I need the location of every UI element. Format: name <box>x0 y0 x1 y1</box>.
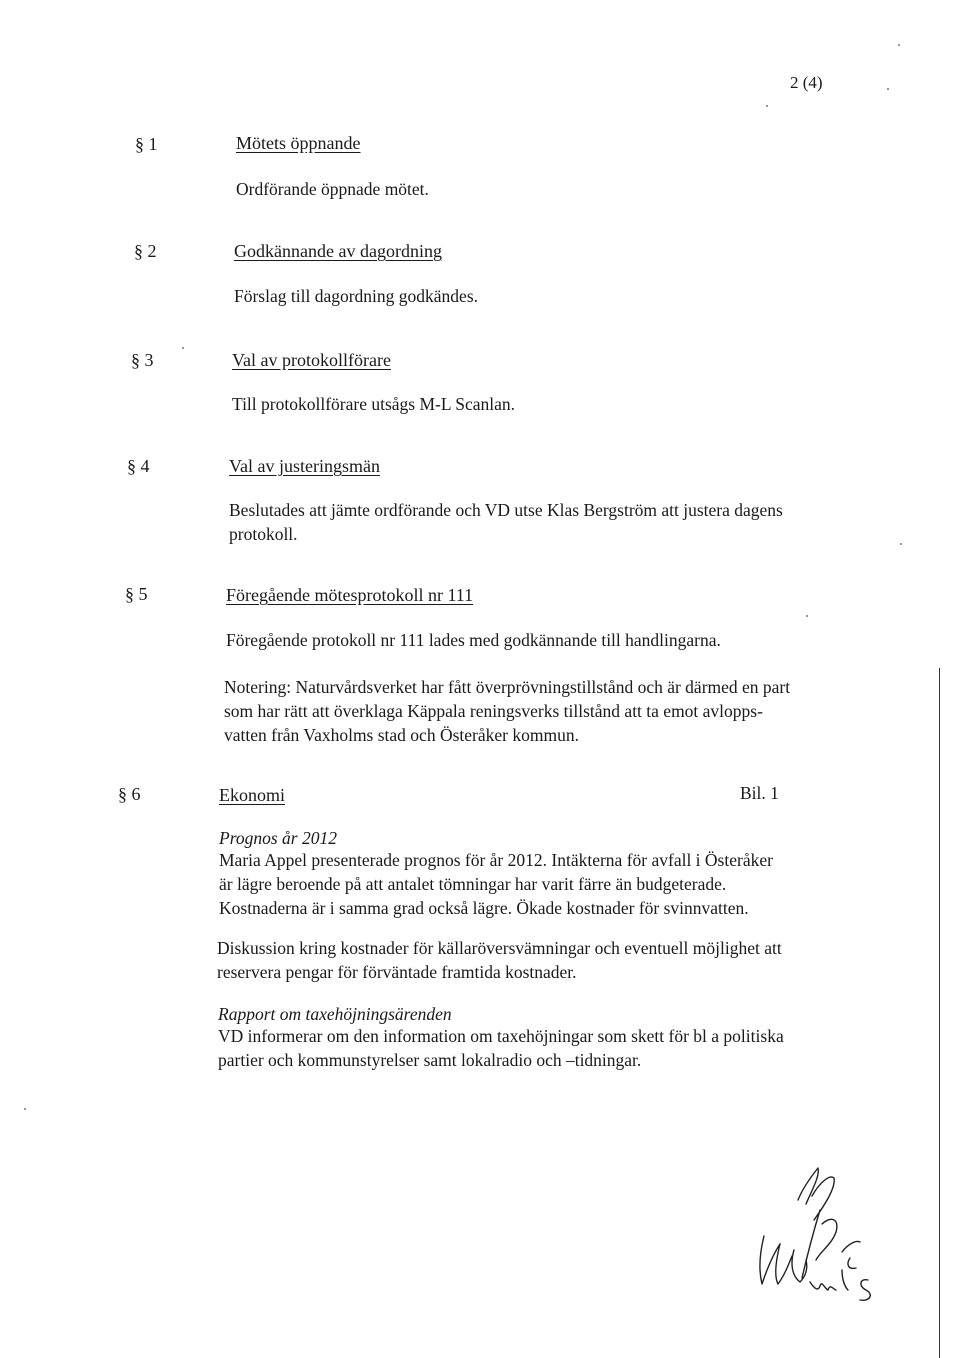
subsection-title-rapport: Rapport om taxehöjningsärenden <box>218 1004 452 1024</box>
section-text-4-line-2: protokoll. <box>229 524 298 544</box>
section-heading-6: Ekonomi <box>219 785 285 805</box>
section-note-5-line-1: Notering: Naturvårdsverket har fått överprövningstillstånd och är därmed en part <box>224 677 791 697</box>
scan-speck <box>887 88 889 90</box>
scan-speck <box>806 615 808 617</box>
section-number-6: § 6 <box>118 784 141 804</box>
section-number-2: § 2 <box>134 241 157 261</box>
section-text-5: Föregående protokoll nr 111 lades med godkännande till handlingarna. <box>226 630 721 650</box>
rapport-line-2: partier och kommunstyrelser samt lokalradio och –tidningar. <box>218 1050 642 1070</box>
section-note-5-line-2: som har rätt att överklaga Käppala reningsverks tillstånd att ta emot avlopps- <box>224 701 763 721</box>
section-text-4-line-1: Beslutades att jämte ordförande och VD utse Klas Bergström att justera dagens <box>229 500 783 520</box>
section-heading-2: Godkännande av dagordning <box>234 241 442 261</box>
section-number-3: § 3 <box>131 350 154 370</box>
rapport-line-1: VD informerar om den information om taxehöjningar som skett för bl a politiska <box>218 1026 784 1046</box>
section-heading-1: Mötets öppnande <box>236 133 361 153</box>
section-text-2: Förslag till dagordning godkändes. <box>234 286 479 306</box>
margin-line <box>939 668 940 1358</box>
section-heading-3: Val av protokollförare <box>232 350 391 370</box>
section-number-4: § 4 <box>127 456 150 476</box>
prognos-line-1: Maria Appel presenterade prognos för år 2012. Intäkterna för avfall i Österåker <box>219 850 773 870</box>
scan-speck <box>182 347 184 349</box>
discussion-line-1: Diskussion kring kostnader för källaröversvämningar och eventuell möjlighet att <box>217 938 782 958</box>
signature-initials <box>750 1160 900 1320</box>
section-number-1: § 1 <box>135 134 158 154</box>
attachment-reference: Bil. 1 <box>740 783 779 803</box>
subsection-title-prognos: Prognos år 2012 <box>219 828 337 848</box>
prognos-line-2: är lägre beroende på att antalet tömningar har varit färre än budgeterade. <box>219 874 727 894</box>
discussion-line-2: reservera pengar för förväntade framtida kostnader. <box>217 962 577 982</box>
section-text-1: Ordförande öppnade mötet. <box>236 179 429 199</box>
scan-speck <box>900 543 902 545</box>
section-text-3: Till protokollförare utsågs M-L Scanlan. <box>232 394 516 414</box>
section-number-5: § 5 <box>125 584 148 604</box>
scan-speck <box>24 1108 26 1110</box>
scan-speck <box>898 44 900 46</box>
section-heading-5: Föregående mötesprotokoll nr 111 <box>226 585 474 605</box>
section-note-5-line-3: vatten från Vaxholms stad och Österåker kommun. <box>224 725 579 745</box>
page-number: 2 (4) <box>790 73 823 92</box>
prognos-line-3: Kostnaderna är i samma grad också lägre. Ökade kostnader för svinnvatten. <box>219 898 749 918</box>
section-heading-4: Val av justeringsmän <box>229 456 380 476</box>
scan-speck <box>766 105 768 107</box>
